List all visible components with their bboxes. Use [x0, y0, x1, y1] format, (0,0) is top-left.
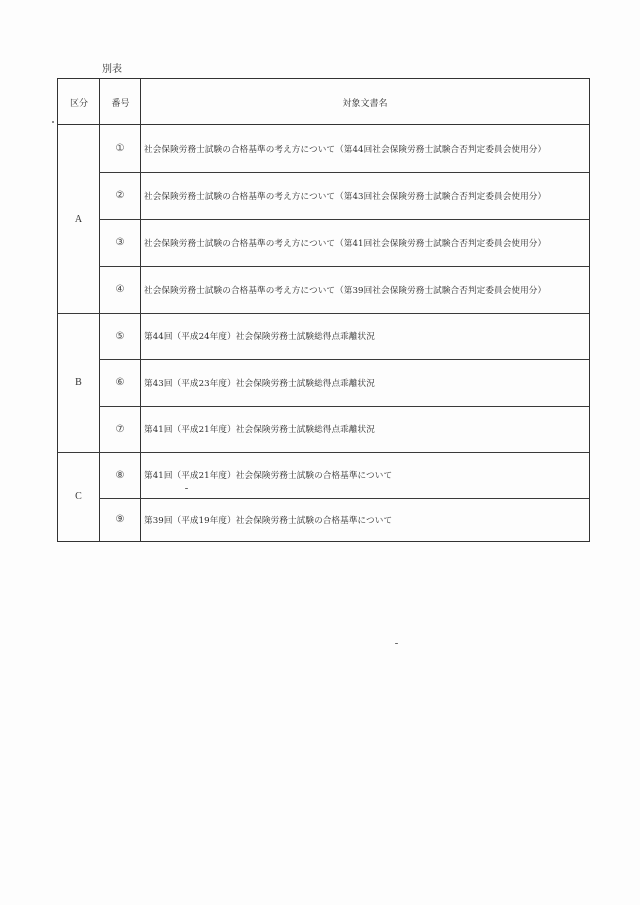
- scan-speck: [52, 121, 54, 123]
- row-document-name: 第39回（平成19年度）社会保険労務士試験の合格基準について: [144, 515, 393, 526]
- row-number: ⑤: [115, 330, 125, 342]
- row-document-name: 社会保険労務士試験の合格基準の考え方について（第43回社会保険労務士試験合否判定委員会使用分）: [144, 191, 547, 202]
- row-document-name: 第44回（平成24年度）社会保険労務士試験総得点乖離状況: [144, 332, 375, 342]
- row-number: ③: [115, 237, 125, 248]
- row-number: ②: [115, 190, 125, 201]
- row-document-name: 社会保険労務士試験の合格基準の考え方について（第44回社会保険労務士試験合否判定委員会使用分）: [144, 144, 547, 155]
- row-number: ⑦: [115, 423, 125, 435]
- page-label: 別表: [102, 64, 122, 75]
- row-document-name: 社会保険労務士試験の合格基準の考え方について（第41回社会保険労務士試験合否判定委員会使用分）: [144, 238, 547, 249]
- row-number: ⑧: [115, 469, 125, 481]
- document-table: [57, 78, 590, 542]
- row-document-name: 第41回（平成21年度）社会保険労務士試験の合格基準について: [144, 471, 393, 481]
- group-category-b: B: [75, 377, 82, 388]
- row-number: ⑨: [115, 514, 125, 525]
- row-number: ⑥: [115, 377, 125, 388]
- group-category-c: C: [75, 491, 82, 502]
- row-document-name: 第43回（平成23年度）社会保険労務士試験総得点乖離状況: [144, 378, 375, 389]
- row-document-name: 第41回（平成21年度）社会保険労務士試験総得点乖離状況: [144, 425, 375, 435]
- scan-speck: [185, 488, 188, 489]
- group-category-a: A: [74, 213, 83, 225]
- header-document-name: 対象文書名: [342, 98, 388, 109]
- row-document-name: 社会保険労務士試験の合格基準の考え方について（第39回社会保険労務士試験合否判定委員会使用分）: [144, 285, 547, 296]
- table-header-row: [58, 79, 589, 125]
- header-category: 区分: [69, 98, 88, 109]
- row-number: ①: [115, 143, 125, 154]
- row-number: ④: [115, 284, 125, 295]
- header-number: 番号: [111, 98, 130, 109]
- scan-speck: [395, 643, 398, 644]
